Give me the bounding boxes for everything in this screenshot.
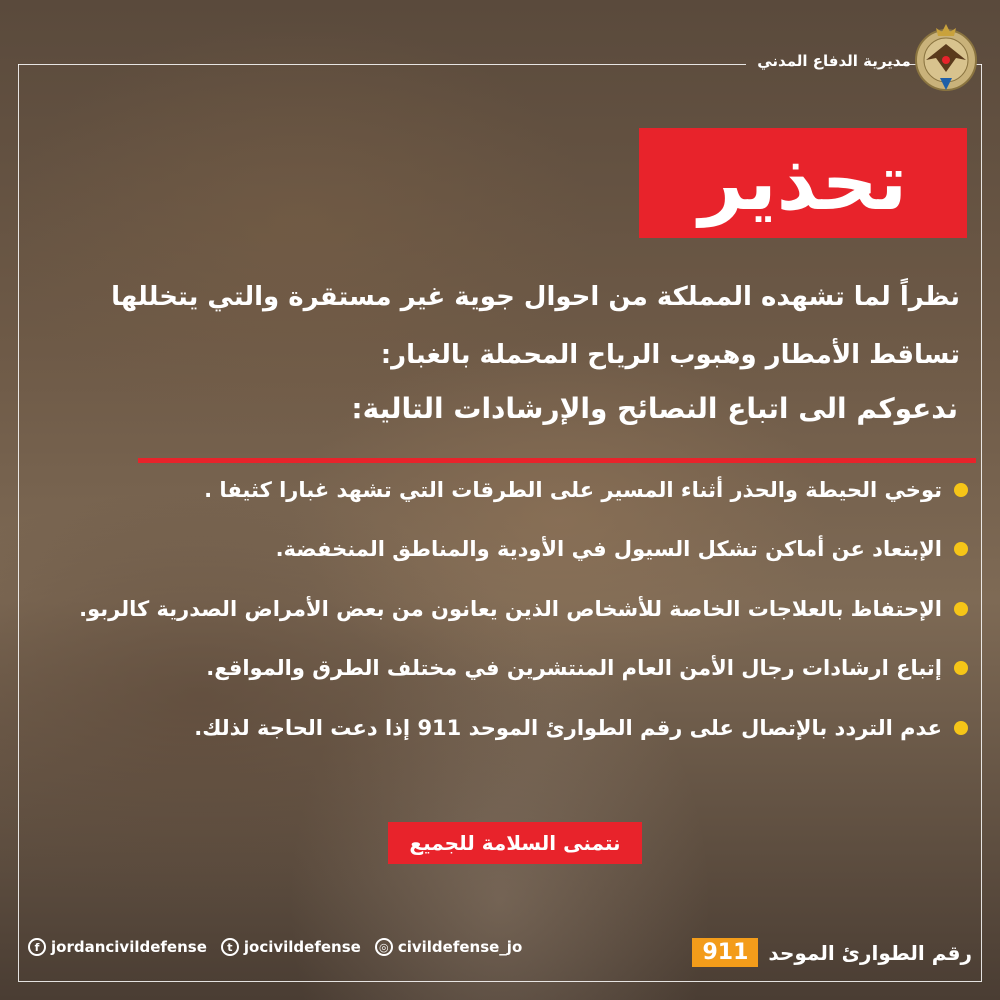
warning-title-box bbox=[639, 128, 967, 238]
social-handle: jocivildefense bbox=[243, 938, 361, 956]
social-handle: civildefense_jo bbox=[397, 938, 523, 956]
list-item-text: عدم التردد بالإتصال على رقم الطوارئ الموحد 911 إذا دعت الحاجة لذلك. bbox=[194, 716, 942, 740]
frame-top-line bbox=[18, 64, 746, 65]
bullet-icon bbox=[954, 721, 968, 735]
social-facebook[interactable] bbox=[28, 938, 207, 956]
facebook-icon: f bbox=[28, 938, 46, 956]
bullet-icon bbox=[954, 542, 968, 556]
emergency-number[interactable]: 911 bbox=[692, 938, 758, 967]
social-handle: jordancivildefense bbox=[51, 938, 207, 956]
closing-text: نتمنى السلامة للجميع bbox=[409, 831, 621, 855]
bullet-icon bbox=[954, 661, 968, 675]
list-item-text: الإحتفاظ بالعلاجات الخاصة للأشخاص الذين يعانون من بعض الأمراض الصدرية كالربو. bbox=[79, 597, 942, 621]
emergency-label: رقم الطوارئ الموحد bbox=[768, 940, 972, 965]
social-twitter[interactable] bbox=[221, 938, 361, 956]
list-item bbox=[206, 656, 968, 680]
list-item bbox=[276, 537, 968, 561]
intro-line-2: تساقط الأمطار وهبوب الرياح المحملة بالغبار: bbox=[380, 340, 960, 370]
footer bbox=[28, 938, 972, 972]
social-links bbox=[28, 938, 522, 956]
instagram-icon: ◎ bbox=[375, 938, 393, 956]
intro-line-3: ندعوكم الى اتباع النصائح والإرشادات التالية: bbox=[351, 392, 958, 425]
list-item bbox=[194, 716, 968, 740]
list-item bbox=[204, 478, 968, 502]
closing-banner bbox=[388, 822, 642, 864]
intro-line-1: نظراً لما تشهده المملكة من احوال جوية غير مستقرة والتي يتخللها bbox=[111, 282, 960, 312]
bullet-icon bbox=[954, 602, 968, 616]
red-divider bbox=[138, 458, 976, 463]
warning-title: تحذير bbox=[698, 138, 908, 228]
civil-defense-emblem-icon bbox=[912, 20, 980, 100]
list-item-text: توخي الحيطة والحذر أثناء المسير على الطرقات التي تشهد غبارا كثيفا . bbox=[204, 478, 942, 502]
list-item-text: الإبتعاد عن أماكن تشكل السيول في الأودية والمناطق المنخفضة. bbox=[275, 537, 942, 561]
bullet-icon bbox=[954, 483, 968, 497]
list-item-text: إتباع ارشادات رجال الأمن العام المنتشرين في مختلف الطرق والمواقع. bbox=[206, 656, 942, 680]
emergency-contact bbox=[692, 938, 972, 967]
twitter-icon: t bbox=[221, 938, 239, 956]
organization-name: مديرية الدفاع المدني bbox=[757, 52, 911, 70]
list-item bbox=[79, 597, 968, 621]
social-instagram[interactable] bbox=[375, 938, 522, 956]
